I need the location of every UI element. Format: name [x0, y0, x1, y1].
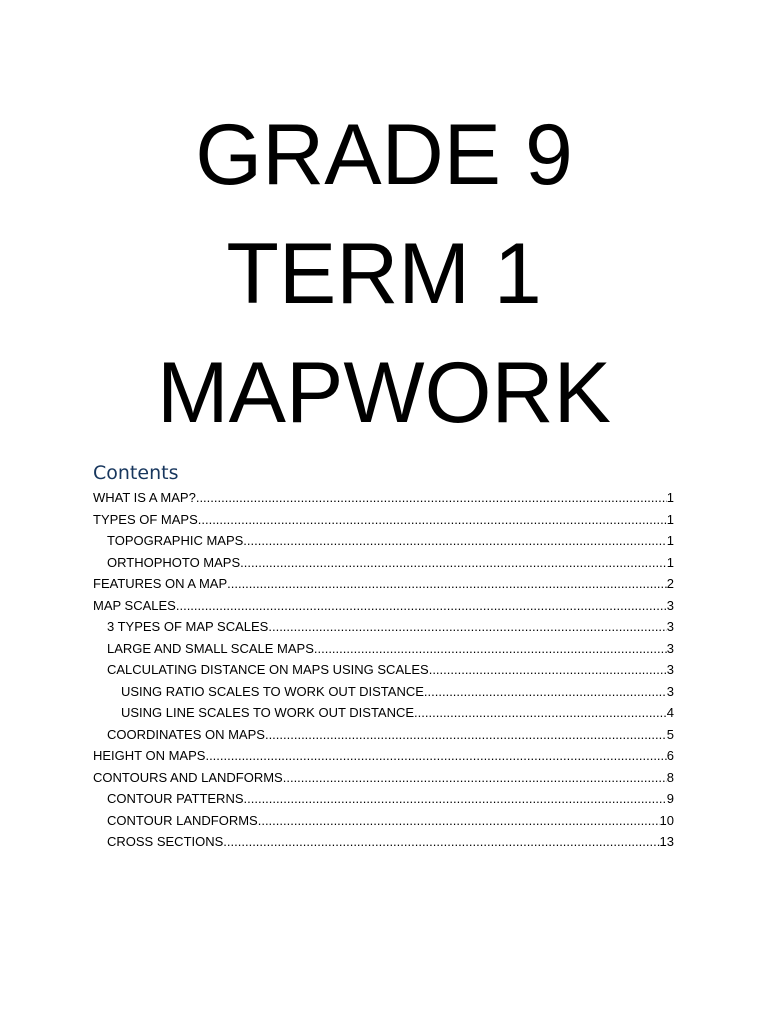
- toc-entry-text: LARGE AND SMALL SCALE MAPS: [107, 640, 314, 656]
- toc-entry-link[interactable]: [93, 552, 674, 574]
- toc-entry-link[interactable]: [93, 595, 674, 617]
- toc-entry-text: TOPOGRAPHIC MAPS: [107, 533, 244, 548]
- toc-entry-text: CROSS SECTIONS: [107, 834, 224, 849]
- toc-dot-leader: [424, 681, 667, 703]
- document-title: [0, 96, 768, 453]
- toc-page-number: 3: [666, 619, 674, 634]
- toc-page-number: 3: [666, 683, 674, 699]
- toc-entry-link[interactable]: [93, 831, 674, 853]
- toc-page-number: 1: [666, 554, 674, 570]
- toc-entry-link[interactable]: [93, 659, 674, 681]
- toc-entry-text: 3 TYPES OF MAP SCALES: [107, 619, 269, 634]
- toc-dot-leader: [265, 724, 667, 746]
- title-line-term: TERM 1: [226, 226, 542, 322]
- toc-entry-text: CALCULATING DISTANCE ON MAPS USING SCALES: [107, 662, 429, 677]
- toc-page-number: 1: [666, 490, 674, 505]
- toc-dot-leader: [198, 509, 667, 531]
- toc-dot-leader: [283, 767, 667, 789]
- toc-entry-text: USING RATIO SCALES TO WORK OUT DISTANCE: [121, 683, 424, 699]
- title-line-subject: MAPWORK: [157, 345, 611, 441]
- toc-entry-list: [93, 487, 674, 853]
- toc-dot-leader: [258, 810, 660, 832]
- toc-page-number: 5: [666, 726, 674, 742]
- toc-entry-link[interactable]: [93, 788, 674, 810]
- toc-dot-leader: [314, 638, 667, 660]
- toc-dot-leader: [223, 831, 659, 853]
- toc-entry-link[interactable]: [93, 638, 674, 660]
- toc-page-number: 10: [659, 812, 674, 828]
- toc-dot-leader: [243, 530, 666, 552]
- toc-page-number: 3: [666, 597, 674, 613]
- toc-entry-text: HEIGHT ON MAPS: [93, 748, 206, 763]
- toc-dot-leader: [205, 745, 666, 767]
- toc-dot-leader: [196, 487, 667, 509]
- table-of-contents: [93, 460, 674, 853]
- toc-entry-link[interactable]: [93, 767, 674, 789]
- toc-page-number: 2: [666, 576, 674, 591]
- toc-entry-link[interactable]: [93, 616, 674, 638]
- toc-dot-leader: [414, 702, 667, 724]
- toc-entry-text: MAP SCALES: [93, 597, 176, 613]
- toc-entry-link[interactable]: [93, 530, 674, 552]
- toc-entry-text: FEATURES ON A MAP: [93, 576, 228, 591]
- toc-entry-link[interactable]: [93, 810, 674, 832]
- toc-dot-leader: [244, 788, 667, 810]
- toc-entry-text: ORTHOPHOTO MAPS: [107, 554, 241, 570]
- toc-dot-leader: [227, 573, 667, 595]
- toc-page-number: 8: [666, 769, 674, 785]
- toc-page-number: 3: [666, 662, 674, 677]
- toc-entry-text: COORDINATES ON MAPS: [107, 726, 265, 742]
- toc-page-number: 1: [666, 533, 674, 548]
- toc-entry-text: CONTOURS AND LANDFORMS: [93, 769, 283, 785]
- toc-page-number: 3: [666, 640, 674, 656]
- toc-entry-link[interactable]: [93, 509, 674, 531]
- toc-dot-leader: [240, 552, 667, 574]
- toc-page-number: 1: [666, 511, 674, 527]
- toc-entry-link[interactable]: [93, 702, 674, 724]
- toc-page-number: 6: [666, 748, 674, 763]
- toc-dot-leader: [268, 616, 666, 638]
- toc-entry-link[interactable]: [93, 745, 674, 767]
- toc-entry-link[interactable]: [93, 573, 674, 595]
- toc-dot-leader: [429, 659, 667, 681]
- toc-page-number: 4: [666, 705, 674, 720]
- toc-entry-text: TYPES OF MAPS: [93, 511, 198, 527]
- toc-entry-link[interactable]: [93, 724, 674, 746]
- toc-entry-text: CONTOUR PATTERNS: [107, 791, 244, 806]
- toc-dot-leader: [176, 595, 667, 617]
- toc-entry-text: WHAT IS A MAP?: [93, 490, 196, 505]
- toc-page-number: 9: [666, 791, 674, 806]
- toc-entry-link[interactable]: [93, 487, 674, 509]
- toc-page-number: 13: [659, 834, 674, 849]
- toc-entry-link[interactable]: [93, 681, 674, 703]
- toc-heading: Contents: [93, 462, 179, 484]
- title-line-grade: GRADE 9: [195, 107, 573, 203]
- toc-entry-text: USING LINE SCALES TO WORK OUT DISTANCE: [121, 705, 415, 720]
- toc-entry-text: CONTOUR LANDFORMS: [107, 812, 258, 828]
